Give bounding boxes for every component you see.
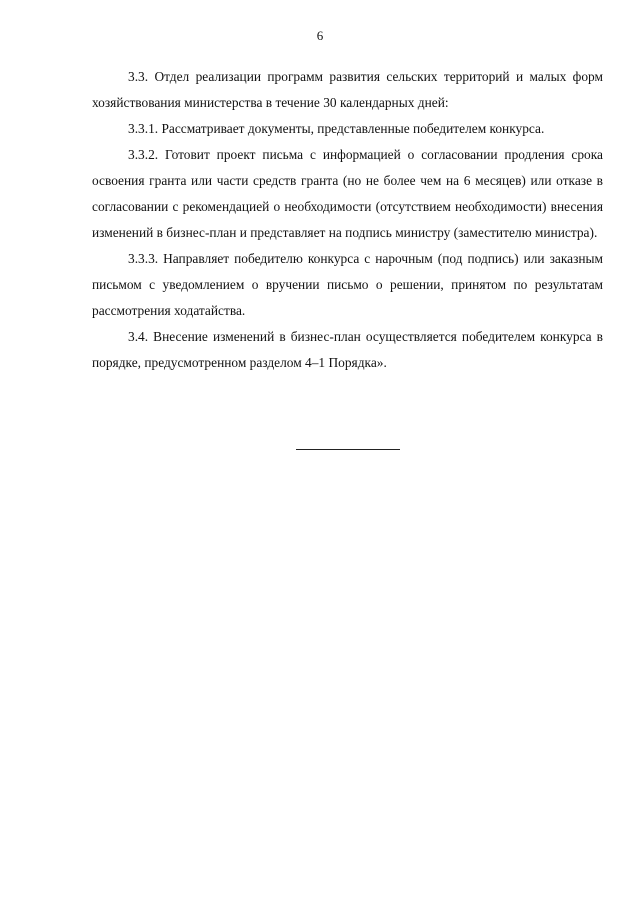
end-separator-line — [296, 449, 400, 450]
page-number: 6 — [316, 28, 324, 43]
document-body — [92, 64, 603, 376]
paragraph-3-3-3: 3.3.3. Направляет победителю конкурса с нарочным (под подпись) или заказным письмом с уведомлением о вручении письмо о решении, принятом по результатам рассмотрения ходатайства. — [92, 251, 603, 318]
paragraph-3-3: 3.3. Отдел реализации программ развития сельских территорий и малых форм хозяйствования министерства в течение 30 календарных дней: — [92, 69, 603, 110]
paragraph-3-3-2: 3.3.2. Готовит проект письма с информацией о согласовании продления срока освоения гранта или части средств гранта (но не более чем на 6 месяцев) или отказе в согласовании с рекомендацией о необходимости (отсутствием необходимости) внесения изменений в бизнес-план и представляет на подпись министру (заместителю министра). — [92, 147, 603, 240]
paragraph-3-3-1: 3.3.1. Рассматривает документы, представленные победителем конкурса. — [128, 121, 545, 136]
paragraph-3-4: 3.4. Внесение изменений в бизнес-план осуществляется победителем конкурса в порядке, предусмотренном разделом 4–1 Порядка». — [92, 329, 603, 370]
